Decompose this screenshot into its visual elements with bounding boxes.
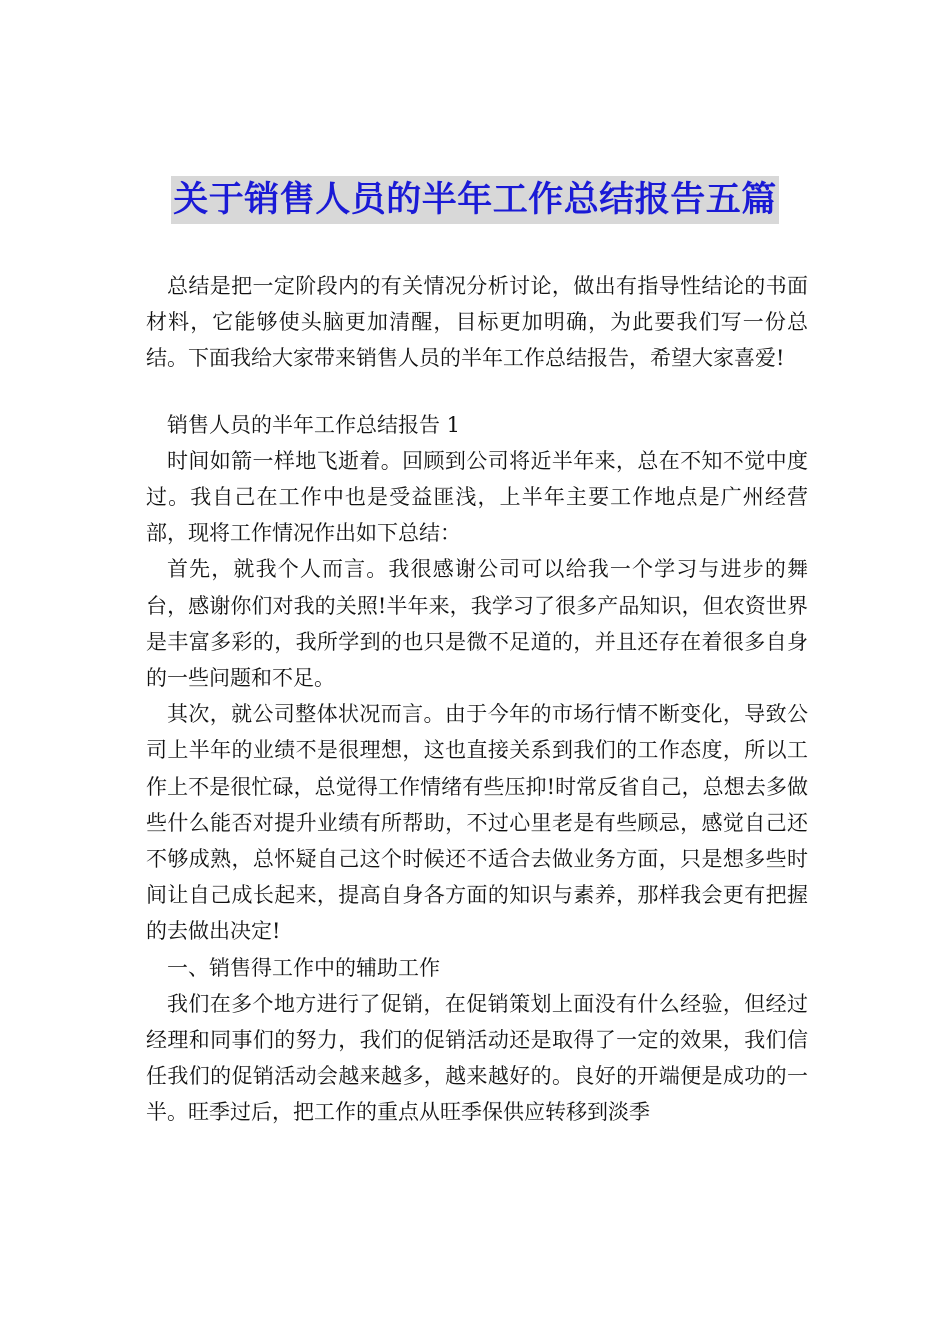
subsection-heading: 一、销售得工作中的辅助工作 [167,955,440,980]
title-container [0,176,950,224]
document-body [146,268,808,1131]
paragraph-gap [146,377,808,407]
body-paragraph-4: 我们在多个地方进行了促销，在促销策划上面没有什么经验，但经过经理和同事们的努力，我们的促销活动还是取得了一定的效果，我们信任我们的促销活动会越来越多，越来越好的。良好的开端便是成功的一半。旺季过后，把工作的重点从旺季保供应转移到淡季 [146,991,808,1125]
document-title: 关于销售人员的半年工作总结报告五篇 [171,176,779,224]
intro-paragraph: 总结是把一定阶段内的有关情况分析讨论，做出有指导性结论的书面材料，它能够使头脑更加清醒，目标更加明确，为此要我们写一份总结。下面我给大家带来销售人员的半年工作总结报告，希望大家喜爱! [146,274,808,371]
body-paragraph-1: 时间如箭一样地飞逝着。回顾到公司将近半年来，总在不知不觉中度过。我自己在工作中也是受益匪浅，上半年主要工作地点是广州经营部，现将工作情况作出如下总结： [146,448,808,546]
section-heading: 销售人员的半年工作总结报告 1 [167,412,461,437]
body-paragraph-2: 首先，就我个人而言。我很感谢公司可以给我一个学习与进步的舞台，感谢你们对我的关照!半年来，我学习了很多产品知识，但农资世界是丰富多彩的，我所学到的也只是微不足道的，并且还存在着很多自身的一些问题和不足。 [146,557,808,691]
body-paragraph-3: 其次，就公司整体状况而言。由于今年的市场行情不断变化，导致公司上半年的业绩不是很理想，这也直接关系到我们的工作态度，所以工作上不是很忙碌，总觉得工作情绪有些压抑!时常反省自己，总想去多做些什么能否对提升业绩有所帮助，不过心里老是有些顾忌，感觉自己还不够成熟，总怀疑自己这个时候还不适合去做业务方面，只是想多些时间让自己成长起来，提高自身各方面的知识与素养，那样我会更有把握的去做出决定! [146,702,808,944]
